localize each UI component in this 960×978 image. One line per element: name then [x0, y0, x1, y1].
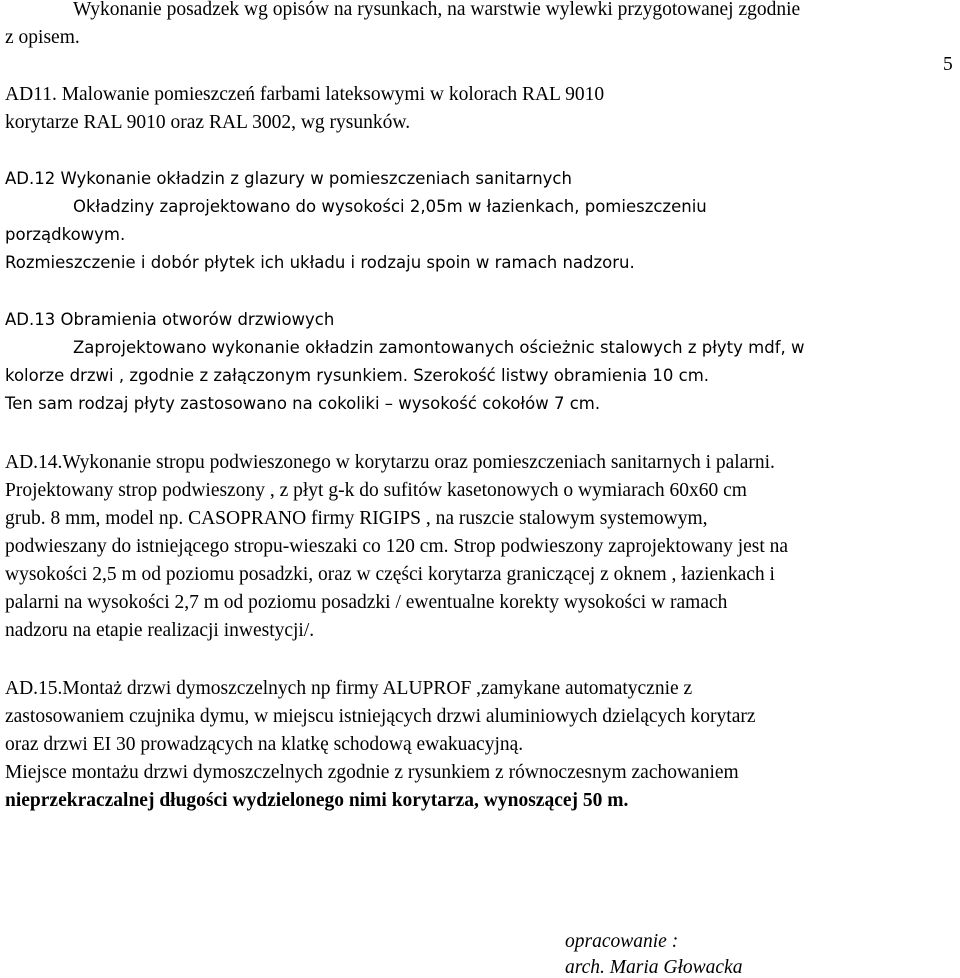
ad14-line-2: Projektowany strop podwieszony , z płyt g-k do sufitów kasetonowych o wymiarach 60x60 cm	[5, 480, 747, 501]
signature-name: arch. Maria Głowacka	[565, 957, 743, 978]
ad11-line-1: AD11. Malowanie pomieszczeń farbami lateksowymi w kolorach RAL 9010	[5, 84, 605, 105]
ad15-line-3: oraz drzwi EI 30 prowadzących na klatkę schodową ewakuacyjną.	[5, 734, 524, 755]
ad12-line-4: Rozmieszczenie i dobór płytek ich układu i rodzaju spoin w ramach nadzoru.	[5, 253, 635, 272]
ad14-line-6: palarni na wysokości 2,7 m od poziomu posadzki / ewentualne korekty wysokości w ramach	[5, 592, 728, 613]
ad15-heading: AD.15.Montaż drzwi dymoszczelnych np firmy ALUPROF ,zamykane automatycznie z	[5, 678, 693, 699]
ad14-line-4: podwieszany do istniejącego stropu-wieszaki co 120 cm. Strop podwieszony zaprojektowany jest na	[5, 536, 789, 557]
ad14-heading: AD.14.Wykonanie stropu podwieszonego w korytarzu oraz pomieszczeniach sanitarnych i palarni.	[5, 452, 775, 473]
intro-line-2: z opisem.	[5, 27, 80, 48]
intro-line-1: Wykonanie posadzek wg opisów na rysunkach, na warstwie wylewki przygotowanej zgodnie	[73, 0, 801, 20]
ad12-line-2: Okładziny zaprojektowano do wysokości 2,05m w łazienkach, pomieszczeniu	[73, 197, 707, 216]
ad15-line-5: nieprzekraczalnej długości wydzielonego nimi korytarza, wynoszącej 50 m.	[5, 790, 629, 811]
ad13-line-3: kolorze drzwi , zgodnie z załączonym rysunkiem. Szerokość listwy obramienia 10 cm.	[5, 366, 710, 385]
ad14-line-5: wysokości 2,5 m od poziomu posadzki, oraz w części korytarza graniczącej z oknem , łazienkach i	[5, 564, 775, 585]
ad15-line-2: zastosowaniem czujnika dymu, w miejscu istniejących drzwi aluminiowych dzielących korytarz	[5, 706, 756, 727]
ad14-line-7: nadzoru na etapie realizacji inwestycji/.	[5, 620, 315, 641]
ad14-line-3: grub. 8 mm, model np. CASOPRANO firmy RIGIPS , na ruszcie stalowym systemowym,	[5, 508, 708, 529]
page-number: 5	[943, 54, 953, 75]
ad15-line-4: Miejsce montażu drzwi dymoszczelnych zgodnie z rysunkiem z równoczesnym zachowaniem	[5, 762, 739, 783]
ad13-line-2: Zaprojektowano wykonanie okładzin zamontowanych ościeżnic stalowych z płyty mdf, w	[73, 338, 805, 357]
signature-label: opracowanie :	[565, 931, 679, 952]
ad13-heading: AD.13 Obramienia otworów drzwiowych	[5, 310, 335, 329]
ad13-line-4: Ten sam rodzaj płyty zastosowano na cokoliki – wysokość cokołów 7 cm.	[5, 394, 601, 413]
ad12-line-3: porządkowym.	[5, 225, 126, 244]
ad11-line-2: korytarze RAL 9010 oraz RAL 3002, wg rysunków.	[5, 112, 411, 133]
ad12-heading: AD.12 Wykonanie okładzin z glazury w pomieszczeniach sanitarnych	[5, 169, 572, 188]
